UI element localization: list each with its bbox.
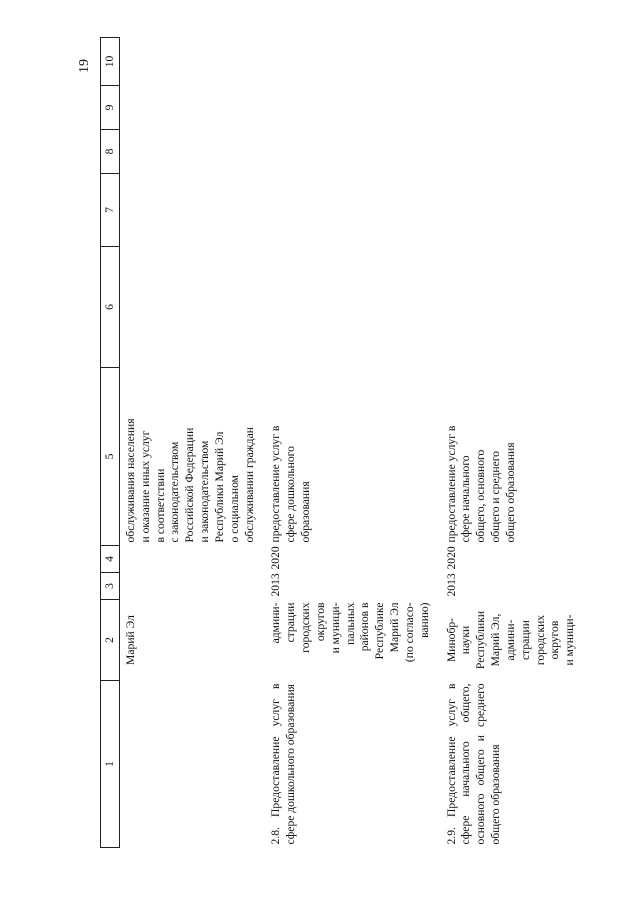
row-2-col-2-line: и муници-: [328, 602, 342, 654]
row-3-col-2-line: страции: [518, 620, 532, 660]
column-header-1: 1: [101, 681, 120, 848]
row-3-col-1: 2.9. Предоставление услуг в сфере начального общего, основного общего и среднего общего образования: [444, 683, 503, 845]
row-2-col-1: 2.8. Предоставление услуг в сфере дошкольного образования: [269, 683, 298, 845]
row-1-col-5: [120, 368, 266, 546]
row-2-col-10: [265, 38, 440, 86]
row-2-col-2-line: (по согласо-: [402, 602, 416, 663]
row-1-col-5-line: обслуживании граждан: [242, 427, 256, 543]
table-header-row: [101, 38, 120, 848]
row-2-col-5-line: образования: [299, 481, 313, 543]
row-3-col-5-line: общего образования: [503, 442, 517, 543]
row-3-col-2-line: админи-: [503, 619, 517, 661]
row-2-col-2-line: пальных: [343, 602, 357, 645]
row-1-col-10: [120, 38, 266, 86]
row-3-col-2-line: округов: [548, 620, 562, 660]
column-header-7: 7: [101, 174, 120, 247]
page-number: 19: [77, 59, 92, 73]
row-3-col-3: 2013: [444, 573, 458, 597]
row-1-col-4: [120, 546, 266, 573]
row-1-col-8: [120, 130, 266, 174]
table-container: [100, 48, 580, 848]
row-3-col-6: [441, 247, 586, 368]
row-3-col-2: [441, 600, 586, 681]
row-3-col-5: [441, 368, 586, 546]
row-3-col-7: [441, 174, 586, 247]
row-2-col-5-line: предоставление услуг в: [269, 425, 283, 543]
row-2-col-4: 2020: [269, 546, 283, 570]
row-1-col-3: [120, 573, 266, 600]
row-2-col-2-line: страции: [284, 602, 298, 643]
row-1-col-5-line: в соответствии: [153, 468, 167, 543]
row-1-col-7: [120, 174, 266, 247]
row-3-col-5-line: общего и среднего: [489, 451, 503, 543]
row-1-col-5-line: Российской Федерации: [183, 427, 197, 543]
row-1-col-1: [120, 681, 266, 848]
row-1-col-2: [120, 600, 266, 681]
table-row: [441, 38, 586, 848]
row-2-col-2-line: городских: [299, 602, 313, 653]
row-3-col-5-line: предоставление услуг в: [444, 425, 458, 543]
column-header-2: 2: [101, 600, 120, 681]
row-1-col-6: [120, 247, 266, 368]
row-2-col-2-line: Республике: [373, 602, 387, 660]
table-row: [265, 38, 440, 848]
row-1-col-5-line: и оказание иных услуг: [138, 430, 152, 543]
row-3-col-10: [441, 38, 586, 86]
row-1-col-5-line: обслуживания населения: [124, 418, 137, 543]
column-header-6: 6: [101, 247, 120, 368]
row-2-col-2-line: ванию): [417, 602, 431, 638]
row-2-col-2-line: районов в: [358, 602, 372, 652]
column-header-9: 9: [101, 86, 120, 130]
row-3-col-2-line: Республики: [474, 610, 488, 670]
row-2-col-8: [265, 130, 440, 174]
row-2-col-5: [265, 368, 440, 546]
row-3-col-5-line: сфере начального: [459, 455, 473, 543]
row-1-col-5-line: о социальном: [227, 475, 241, 543]
row-3-col-5-line: общего, основного: [474, 449, 488, 543]
column-header-4: 4: [101, 546, 120, 573]
row-3-col-8: [441, 130, 586, 174]
table-row: [120, 38, 266, 848]
program-table: [100, 37, 586, 848]
row-2-col-5-line: сфере дошкольного: [284, 446, 298, 543]
row-2-col-9: [265, 86, 440, 130]
row-2-col-2: [265, 600, 440, 681]
row-2-col-2-line: админи-: [269, 602, 283, 644]
row-2-col-2-line: Марий Эл: [388, 602, 402, 653]
row-1-col-9: [120, 86, 266, 130]
column-header-10: 10: [101, 38, 120, 86]
column-header-5: 5: [101, 368, 120, 546]
row-3-col-2-line: Марий Эл,: [489, 613, 503, 667]
row-3-col-2-line: и муници-: [563, 614, 577, 666]
row-3-col-2-line: науки: [459, 625, 473, 655]
row-1-col-2-line: Марий Эл: [124, 615, 137, 665]
row-1-col-5-line: Республики Марий Эл: [212, 431, 226, 543]
column-header-3: 3: [101, 573, 120, 600]
row-2-col-7: [265, 174, 440, 247]
row-2-col-2-line: округов: [313, 602, 327, 642]
row-2-col-3: 2013: [269, 573, 283, 597]
column-header-8: 8: [101, 130, 120, 174]
row-3-col-4: 2020: [444, 546, 458, 570]
row-3-col-9: [441, 86, 586, 130]
row-1-col-5-line: и законодательством: [198, 440, 212, 543]
row-3-col-2-line: городских: [533, 614, 547, 666]
row-1-col-5-line: с законодательством: [168, 441, 182, 543]
row-2-col-6: [265, 247, 440, 368]
row-3-col-2-line: Минобр-: [444, 617, 458, 663]
